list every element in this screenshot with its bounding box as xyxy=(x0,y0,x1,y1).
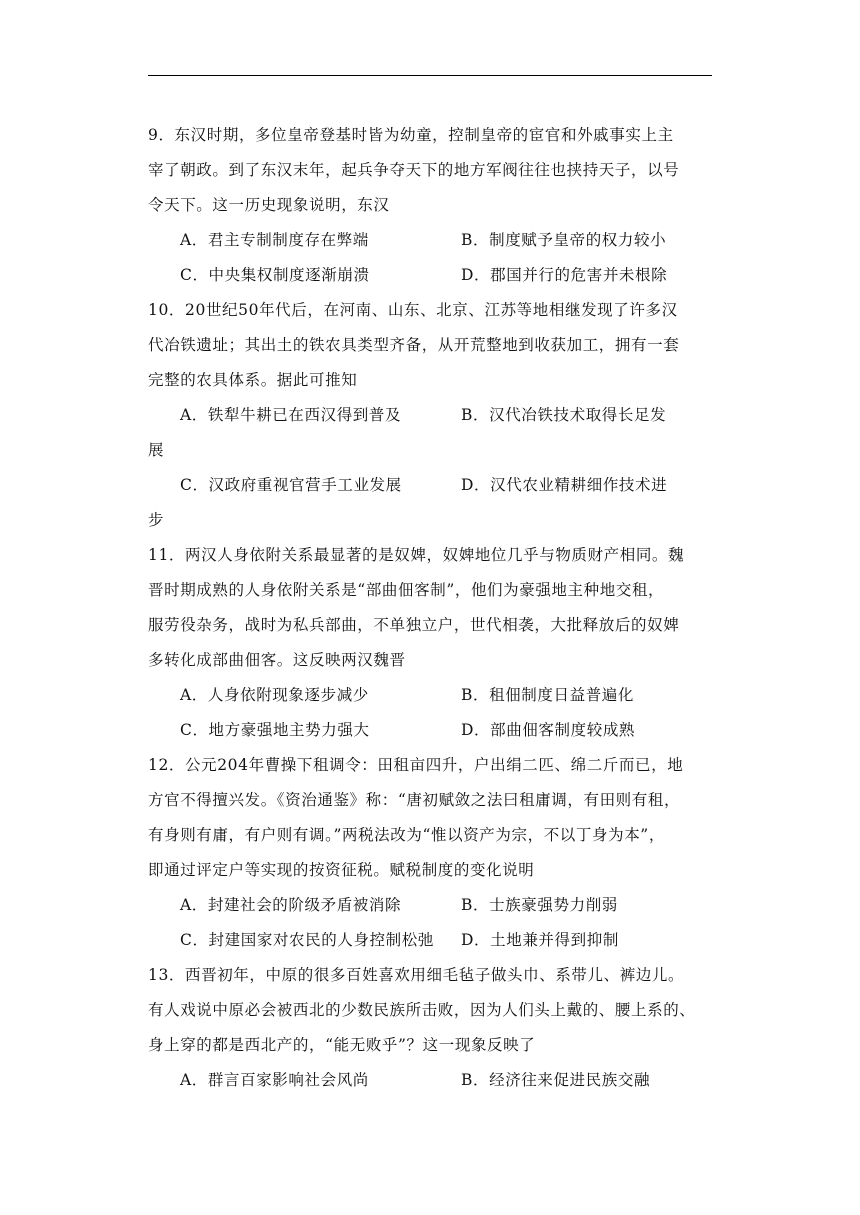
option-a: A．人身依附现象逐步减少 xyxy=(180,686,369,704)
question-stem-line: 12．公元204年曹操下租调令：田租亩四升，户出绢二匹、绵二斤而已，地 xyxy=(148,756,684,774)
question-stem-line: 有身则有庸，有户则有调。”两税法改为“惟以资产为宗，不以丁身为本”， xyxy=(148,826,665,844)
option-c: C．中央集权制度逐渐崩溃 xyxy=(180,266,370,284)
option-d: D．郡国并行的危害并未根除 xyxy=(461,266,668,284)
option-c: C．封建国家对农民的人身控制松弛 xyxy=(180,931,434,949)
question-stem-line: 方官不得擅兴发。《资治通鉴》称：“唐初赋敛之法曰租庸调，有田则有租， xyxy=(148,791,681,809)
option-c: C．汉政府重视官营手工业发展 xyxy=(180,476,402,494)
question-stem-line: 代冶铁遗址；其出土的铁农具类型齐备，从开荒整地到收获加工，拥有一套 xyxy=(148,336,680,354)
options-row xyxy=(148,1063,714,1098)
question-stem-line: 多转化成部曲佃客。这反映两汉魏晋 xyxy=(148,651,406,669)
question-list xyxy=(148,118,714,1098)
question-stem-line: 宰了朝政。到了东汉末年，起兵争夺天下的地方军阀往往也挟持天子，以号 xyxy=(148,161,680,179)
question-stem-line: 即通过评定户等实现的按资征税。赋税制度的变化说明 xyxy=(148,861,535,879)
options-row xyxy=(148,468,714,503)
options-row xyxy=(148,888,714,923)
question-stem-line: 服劳役杂务，战时为私兵部曲，不单独立户，世代相袭，大批释放后的奴婢 xyxy=(148,616,680,634)
option-b: B．经济往来促进民族交融 xyxy=(461,1071,651,1089)
options-row xyxy=(148,923,714,958)
question-stem-line: 晋时期成熟的人身依附关系是“部曲佃客制”，他们为豪强地主种地交租， xyxy=(148,581,665,599)
option-a: A．君主专制制度存在弊端 xyxy=(180,231,369,249)
header-rule xyxy=(148,75,712,76)
option-d: D．汉代农业精耕细作技术进 xyxy=(461,476,668,494)
question-stem-line: 9．东汉时期，多位皇帝登基时皆为幼童，控制皇帝的宦官和外戚事实上主 xyxy=(148,126,674,144)
option-d: D．土地兼并得到抑制 xyxy=(461,931,619,949)
question-10 xyxy=(148,293,714,538)
option-b: B．汉代冶铁技术取得长足发 xyxy=(461,406,667,424)
options-row xyxy=(148,713,714,748)
options-row xyxy=(148,223,714,258)
option-a: A．封建社会的阶级矛盾被消除 xyxy=(180,896,402,914)
option-b: B．租佃制度日益普遍化 xyxy=(461,686,634,704)
option-b-continuation: 展 xyxy=(148,441,165,459)
question-stem-line: 有人戏说中原必会被西北的少数民族所击败，因为人们头上戴的、腰上系的、 xyxy=(148,1001,696,1019)
question-12 xyxy=(148,748,714,958)
question-9 xyxy=(148,118,714,293)
question-13 xyxy=(148,958,714,1098)
question-stem-line: 10．20世纪50年代后，在河南、山东、北京、江苏等地相继发现了许多汉 xyxy=(148,301,678,319)
option-c: C．地方豪强地主势力强大 xyxy=(180,721,370,739)
options-row xyxy=(148,258,714,293)
question-stem-line: 11．两汉人身依附关系最显著的是奴婢，奴婢地位几乎与物质财产相同。魏 xyxy=(148,546,685,564)
question-stem-line: 令天下。这一历史现象说明，东汉 xyxy=(148,196,390,214)
options-row xyxy=(148,678,714,713)
option-d: D．部曲佃客制度较成熟 xyxy=(461,721,636,739)
option-b: B．制度赋予皇帝的权力较小 xyxy=(461,231,667,249)
question-stem-line: 13．西晋初年，中原的很多百姓喜欢用细毛毡子做头巾、系带儿、裤边儿。 xyxy=(148,966,685,984)
options-row xyxy=(148,398,714,433)
option-b: B．士族豪强势力削弱 xyxy=(461,896,618,914)
question-stem-line: 身上穿的都是西北产的，“能无败乎”？这一现象反映了 xyxy=(148,1036,536,1054)
question-stem-line: 完整的农具体系。据此可推知 xyxy=(148,371,358,389)
option-a: A．群言百家影响社会风尚 xyxy=(180,1071,369,1089)
option-d-continuation: 步 xyxy=(148,511,165,529)
option-a: A．铁犁牛耕已在西汉得到普及 xyxy=(180,406,402,424)
question-11 xyxy=(148,538,714,748)
